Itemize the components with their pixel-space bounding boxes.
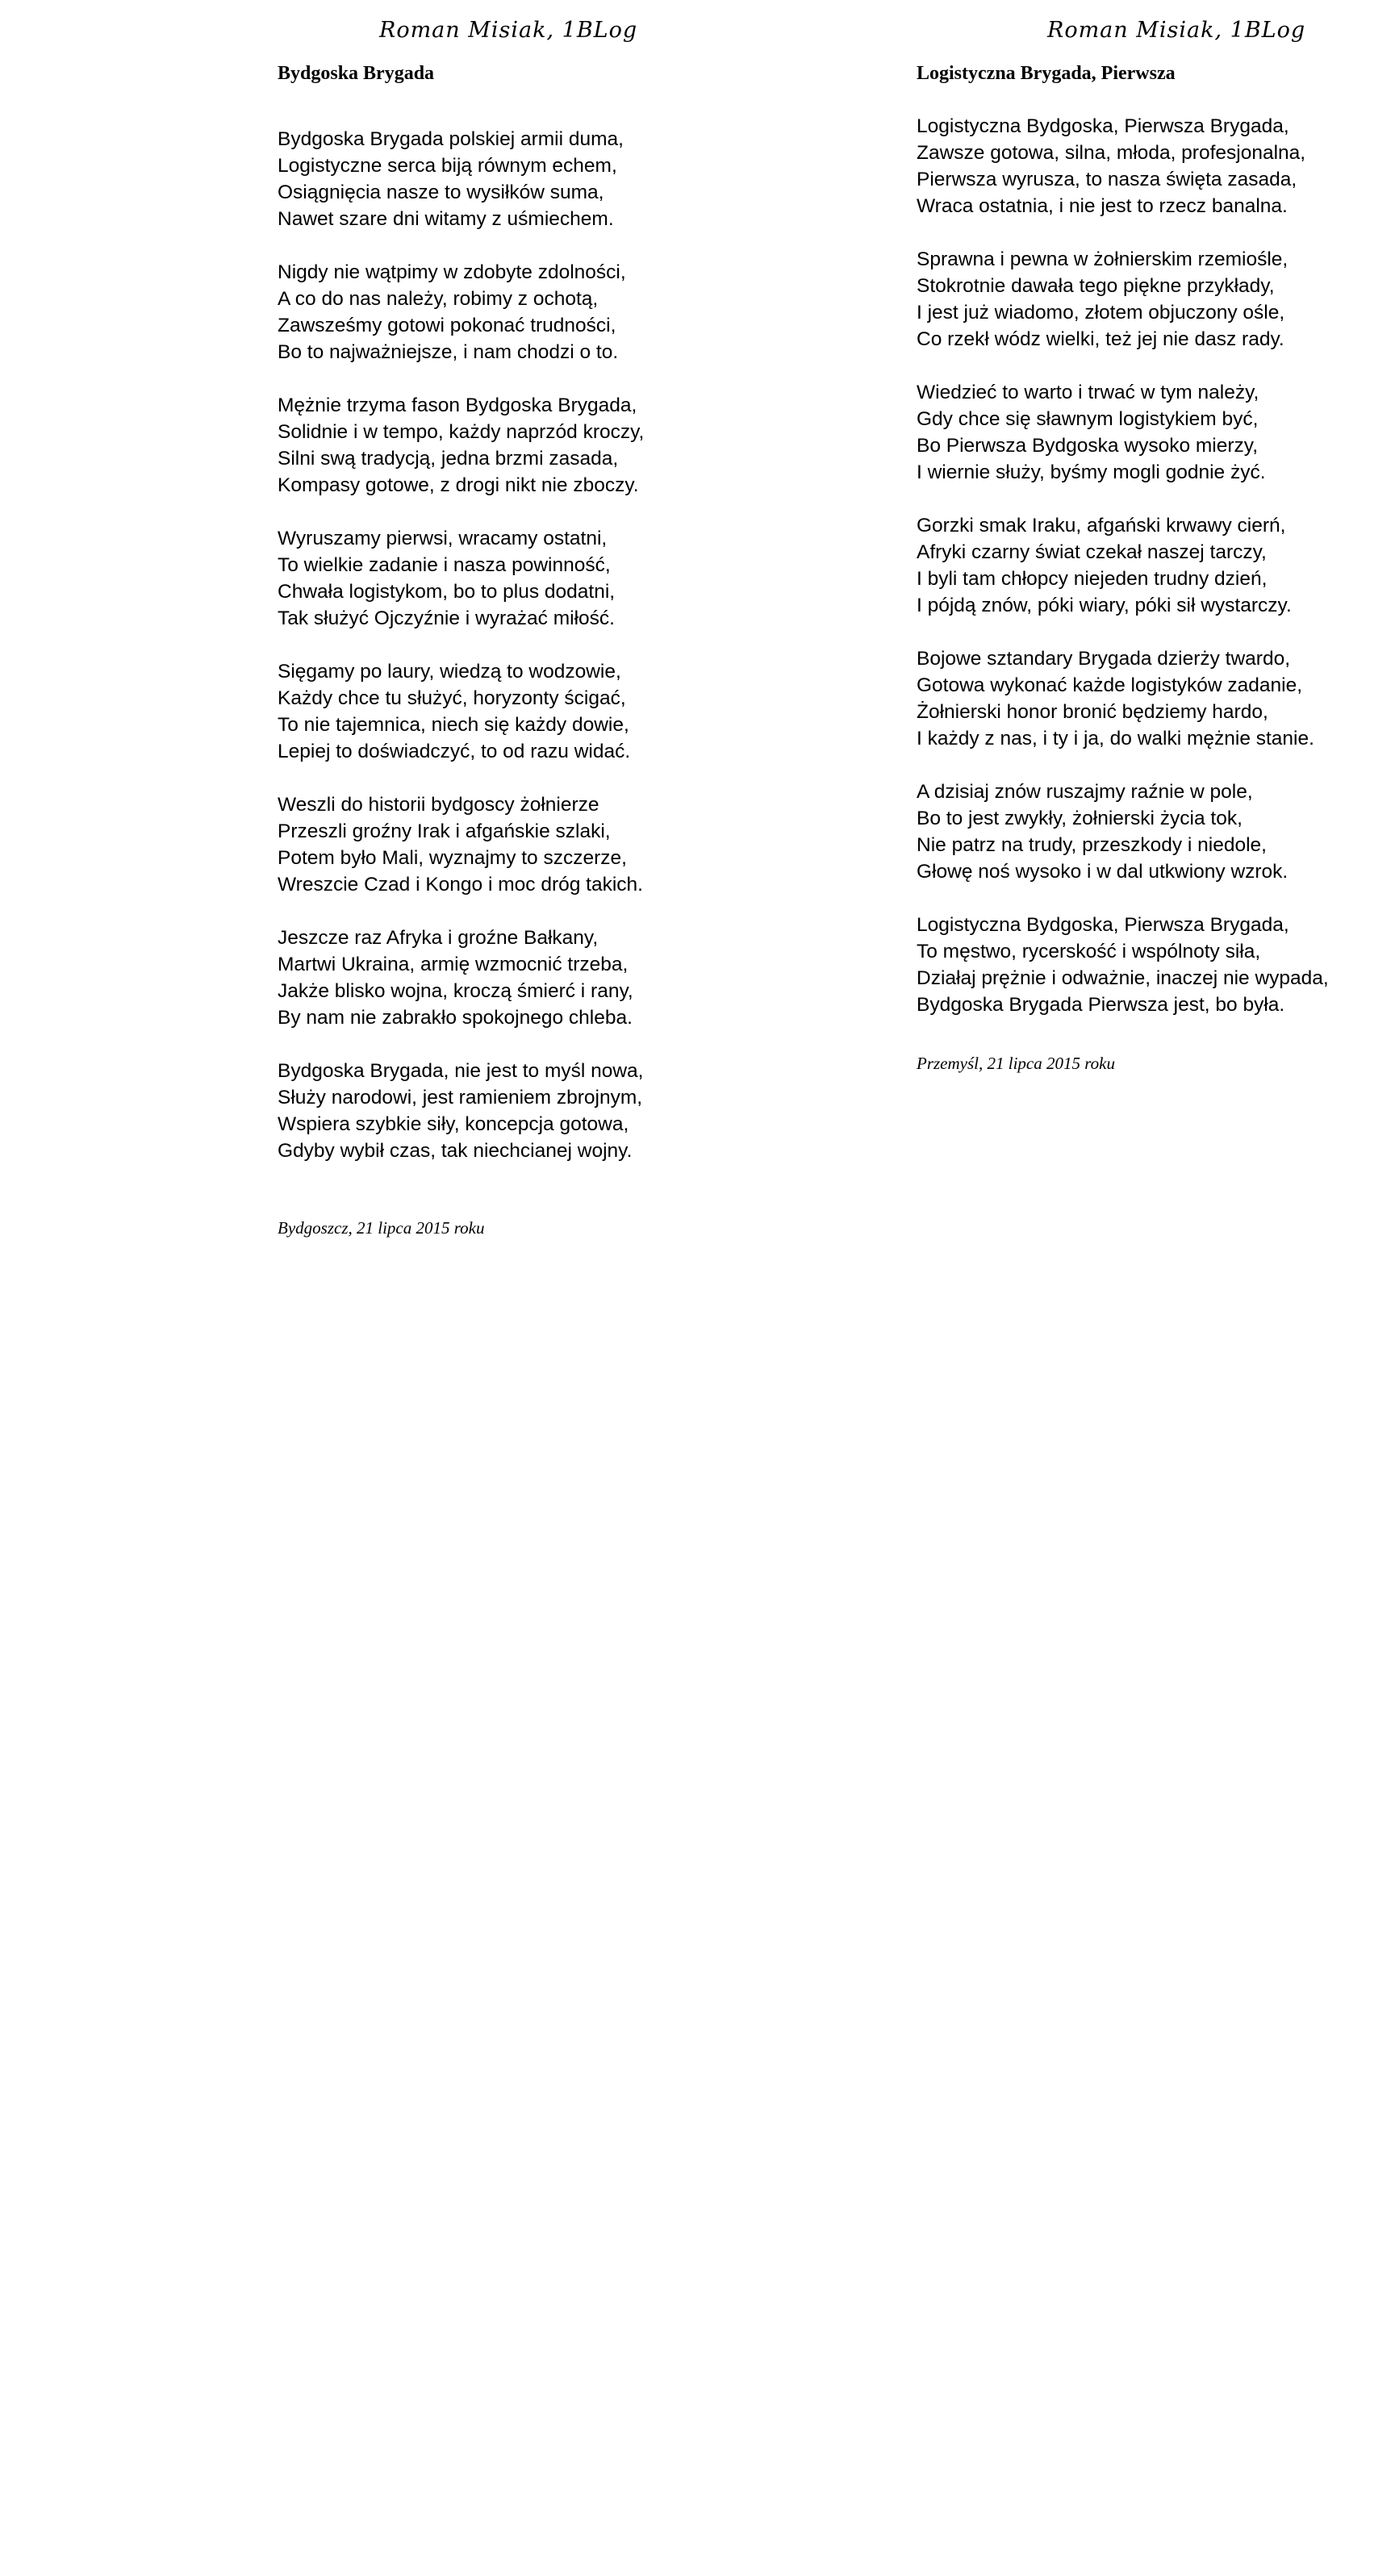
poem-line: Bydgoska Brygada, nie jest to myśl nowa, [278,1060,644,1082]
poem-stanza [278,658,644,765]
poem-stanza [917,645,1329,752]
poem-stanza [917,246,1329,353]
poem-line: Działaj prężnie i odważnie, inaczej nie wypada, [917,967,1329,989]
poem-line: Jakże blisko wojna, kroczą śmierć i rany, [278,980,633,1002]
poem-line: Nigdy nie wątpimy w zdobyte zdolności, [278,261,626,283]
poem-title: Bydgoska Brygada [278,63,435,84]
poem-line: Chwała logistykom, bo to plus dodatni, [278,581,616,603]
poem-line: I jest już wiadomo, złotem objuczony ośle, [917,302,1285,324]
poem-stanza [917,779,1329,885]
poem-line: Lepiej to doświadczyć, to od razu widać. [278,741,631,762]
poem-line: Bo Pierwsza Bydgoska wysoko mierzy, [917,435,1258,457]
poem-line: Gotowa wykonać każde logistyków zadanie, [917,674,1303,696]
poem-line: Bo to jest zwykły, żołnierski życia tok, [917,808,1243,829]
poem-line: Bojowe sztandary Brygada dzierży twardo, [917,648,1290,670]
poem-stanza [278,525,644,632]
poem-line: Bydgoska Brygada polskiej armii duma, [278,128,624,150]
poem-line: Wraca ostatnia, i nie jest to rzecz banalna. [917,195,1288,217]
poem-line: Gdyby wybił czas, tak niechcianej wojny. [278,1140,633,1162]
poem-stanza [278,791,644,898]
poem-line: A co do nas należy, robimy z ochotą, [278,288,599,310]
poem-line: Nawet szare dni witamy z uśmiechem. [278,208,614,230]
poem-body [278,126,644,1191]
poem-line: Wspiera szybkie siły, koncepcja gotowa, [278,1113,629,1135]
poem-stanza [278,1058,644,1164]
poem-stanza [917,379,1329,486]
poem-line: Zawsze gotowa, silna, młoda, profesjonalna, [917,142,1306,164]
poem-signature: Bydgoszcz, 21 lipca 2015 roku [278,1218,485,1238]
poem-line: Logistyczna Bydgoska, Pierwsza Brygada, [917,914,1289,936]
poem-line: Kompasy gotowe, z drogi nikt nie zboczy. [278,474,639,496]
poem-line: Zawsześmy gotowi pokonać trudności, [278,315,616,336]
poem-title: Logistyczna Brygada, Pierwsza [917,63,1176,84]
poem-line: Żołnierski honor bronić będziemy hardo, [917,701,1268,723]
poem-line: Przeszli groźny Irak i afgańskie szlaki, [278,820,611,842]
poem-stanza [917,113,1329,219]
poem-stanza [278,925,644,1031]
poem-stanza [278,126,644,232]
poem-stanza [917,512,1329,619]
poem-line: Silni swą tradycją, jedna brzmi zasada, [278,448,619,470]
poem-stanza [278,259,644,365]
poem-line: Tak służyć Ojczyźnie i wyrażać miłość. [278,607,615,629]
poem-line: Afryki czarny świat czekał naszej tarczy, [917,541,1267,563]
poem-line: I byli tam chłopcy niejeden trudny dzień, [917,568,1268,590]
poem-line: Osiągnięcia nasze to wysiłków suma, [278,182,604,203]
poem-line: Sprawna i pewna w żołnierskim rzemiośle, [917,248,1288,270]
poem-line: I wiernie służy, byśmy mogli godnie żyć. [917,461,1266,483]
poem-line: A dzisiaj znów ruszajmy raźnie w pole, [917,781,1253,803]
poem-line: Pierwsza wyrusza, to nasza święta zasada, [917,169,1297,190]
author-header: Roman Misiak, 1BLog [1047,18,1306,43]
poem-line: Jeszcze raz Afryka i groźne Bałkany, [278,927,599,949]
poem-line: Głowę noś wysoko i w dal utkwiony wzrok. [917,861,1288,883]
poem-line: To męstwo, rycerskość i wspólnoty siła, [917,941,1261,962]
poem-line: I pójdą znów, póki wiary, póki sił wystarczy. [917,595,1292,616]
poem-signature: Przemyśl, 21 lipca 2015 roku [917,1054,1115,1073]
poem-line: Weszli do historii bydgoscy żołnierze [278,794,599,816]
poem-line: Każdy chce tu służyć, horyzonty ścigać, [278,687,626,709]
poem-stanza [278,392,644,499]
poem-line: Wreszcie Czad i Kongo i moc dróg takich. [278,874,643,896]
poem-line: Potem było Mali, wyznajmy to szczerze, [278,847,627,869]
poem-line: Gdy chce się sławnym logistykiem być, [917,408,1259,430]
poem-line: Co rzekł wódz wielki, też jej nie dasz rady. [917,328,1284,350]
poem-line: To wielkie zadanie i nasza powinność, [278,554,611,576]
author-header: Roman Misiak, 1BLog [379,18,638,43]
poem-line: Mężnie trzyma fason Bydgoska Brygada, [278,395,637,416]
poem-line: Wiedzieć to warto i trwać w tym należy, [917,382,1259,403]
poem-stanza [917,912,1329,1018]
poem-line: Gorzki smak Iraku, afgański krwawy cierń, [917,515,1286,536]
poem-line: Stokrotnie dawała tego piękne przykłady, [917,275,1275,297]
poem-line: Logistyczne serca biją równym echem, [278,155,617,177]
poem-line: Martwi Ukraina, armię wzmocnić trzeba, [278,954,629,975]
poem-line: To nie tajemnica, niech się każdy dowie, [278,714,629,736]
poem-body [917,113,1329,1045]
poem-line: Solidnie i w tempo, każdy naprzód kroczy, [278,421,645,443]
poem-line: Sięgamy po laury, wiedzą to wodzowie, [278,661,621,683]
poem-line: Wyruszamy pierwsi, wracamy ostatni, [278,528,608,549]
poem-line: Służy narodowi, jest ramieniem zbrojnym, [278,1087,643,1108]
poem-line: Bydgoska Brygada Pierwsza jest, bo była. [917,994,1285,1016]
poem-line: I każdy z nas, i ty i ja, do walki mężnie stanie. [917,728,1314,749]
poem-line: Nie patrz na trudy, przeszkody i niedole, [917,834,1267,856]
poem-line: Bo to najważniejsze, i nam chodzi o to. [278,341,619,363]
poem-line: By nam nie zabrakło spokojnego chleba. [278,1007,633,1029]
poem-line: Logistyczna Bydgoska, Pierwsza Brygada, [917,115,1289,137]
